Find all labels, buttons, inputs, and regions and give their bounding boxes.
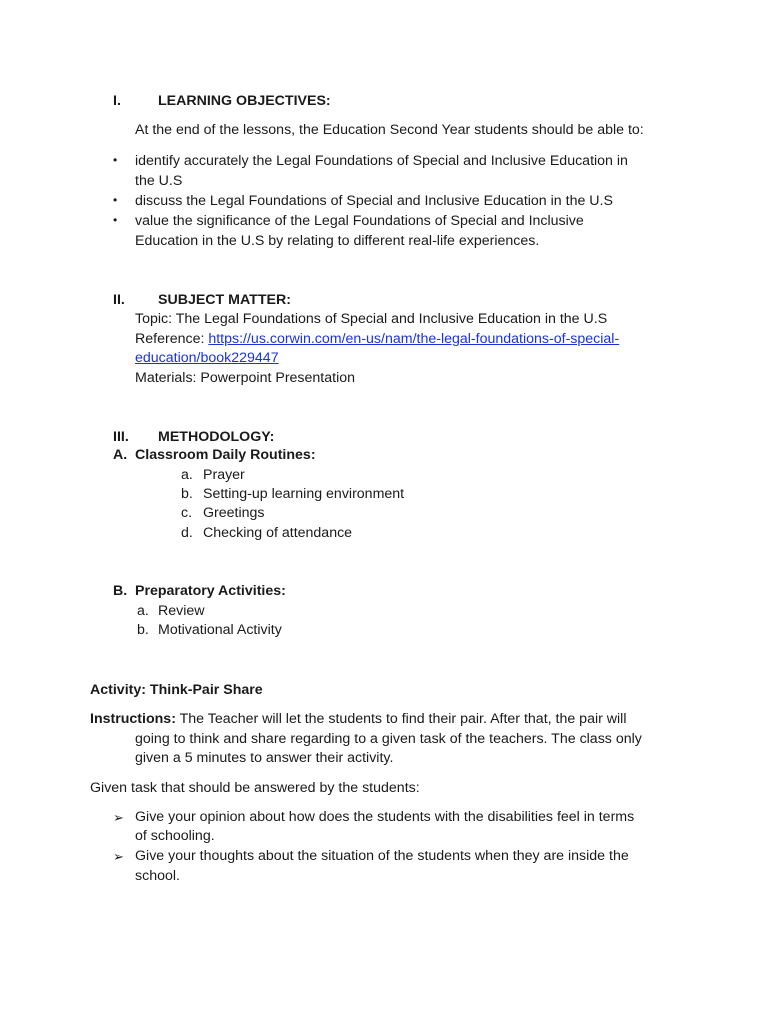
reference-label: Reference: (135, 331, 209, 347)
section-heading-subject-matter: SUBJECT MATTER: (158, 292, 291, 308)
subsection-letter: B. (113, 583, 128, 599)
section-heading-methodology: METHODOLOGY: (158, 429, 275, 445)
routine-item: Greetings (203, 505, 265, 521)
bullet-icon: • (113, 153, 118, 167)
task-item: Give your thoughts about the situation of the students when they are inside the (135, 848, 629, 864)
task-item: Give your opinion about how does the students with the disabilities feel in terms (135, 809, 635, 825)
instructions-label: Instructions: (90, 711, 176, 727)
objective-item: discuss the Legal Foundations of Special and Inclusive Education in the U.S (135, 193, 613, 209)
section-numeral: I. (113, 93, 121, 109)
arrow-bullet-icon: ➢ (113, 849, 124, 864)
instructions-line (90, 710, 626, 730)
reference-link-continued[interactable]: education/book229447 (135, 350, 279, 366)
subsection-heading-routines: Classroom Daily Routines: (135, 447, 316, 463)
list-letter: d. (181, 525, 193, 541)
bullet-icon: • (113, 213, 118, 227)
objective-item: value the significance of the Legal Foundations of Special and Inclusive (135, 213, 584, 229)
list-letter: b. (181, 486, 193, 502)
list-letter: c. (181, 505, 193, 521)
materials-line: Materials: Powerpoint Presentation (135, 370, 356, 386)
activity-title: Activity: Think-Pair Share (90, 682, 263, 698)
task-item-continued: of schooling. (135, 828, 215, 844)
preparatory-item: Motivational Activity (158, 622, 282, 638)
routine-item: Checking of attendance (203, 525, 353, 541)
reference-link[interactable]: https://us.corwin.com/en-us/nam/the-legal-foundations-of-special- (208, 331, 620, 347)
arrow-bullet-icon: ➢ (113, 810, 124, 825)
routine-item: Setting-up learning environment (203, 486, 405, 502)
objective-item-continued: Education in the U.S by relating to different real-life experiences. (135, 233, 540, 249)
instructions-text-continued: given a 5 minutes to answer their activity. (135, 750, 394, 766)
routine-item: Prayer (203, 467, 245, 483)
topic-line: Topic: The Legal Foundations of Special and Inclusive Education in the U.S (135, 311, 608, 327)
reference-line (135, 330, 619, 350)
section-heading-objectives: LEARNING OBJECTIVES: (158, 93, 331, 109)
task-intro: Given task that should be answered by the students: (90, 780, 420, 796)
reference-link-continued-line (135, 349, 279, 369)
objective-item: identify accurately the Legal Foundations of Special and Inclusive Education in (135, 153, 628, 169)
instructions-text-continued: going to think and share regarding to a given task of the teachers. The class only (135, 731, 642, 747)
list-letter: b. (137, 622, 149, 638)
list-letter: a. (181, 467, 193, 483)
preparatory-item: Review (158, 603, 205, 619)
section-numeral: II. (113, 292, 125, 308)
list-letter: a. (137, 603, 149, 619)
objectives-intro: At the end of the lessons, the Education Second Year students should be able to: (135, 122, 644, 138)
subsection-letter: A. (113, 447, 128, 463)
task-item-continued: school. (135, 868, 180, 884)
instructions-text: The Teacher will let the students to find their pair. After that, the pair will (175, 711, 627, 727)
subsection-heading-preparatory: Preparatory Activities: (135, 583, 286, 599)
objective-item-continued: the U.S (135, 173, 183, 189)
section-numeral: III. (113, 429, 129, 445)
bullet-icon: • (113, 193, 118, 207)
